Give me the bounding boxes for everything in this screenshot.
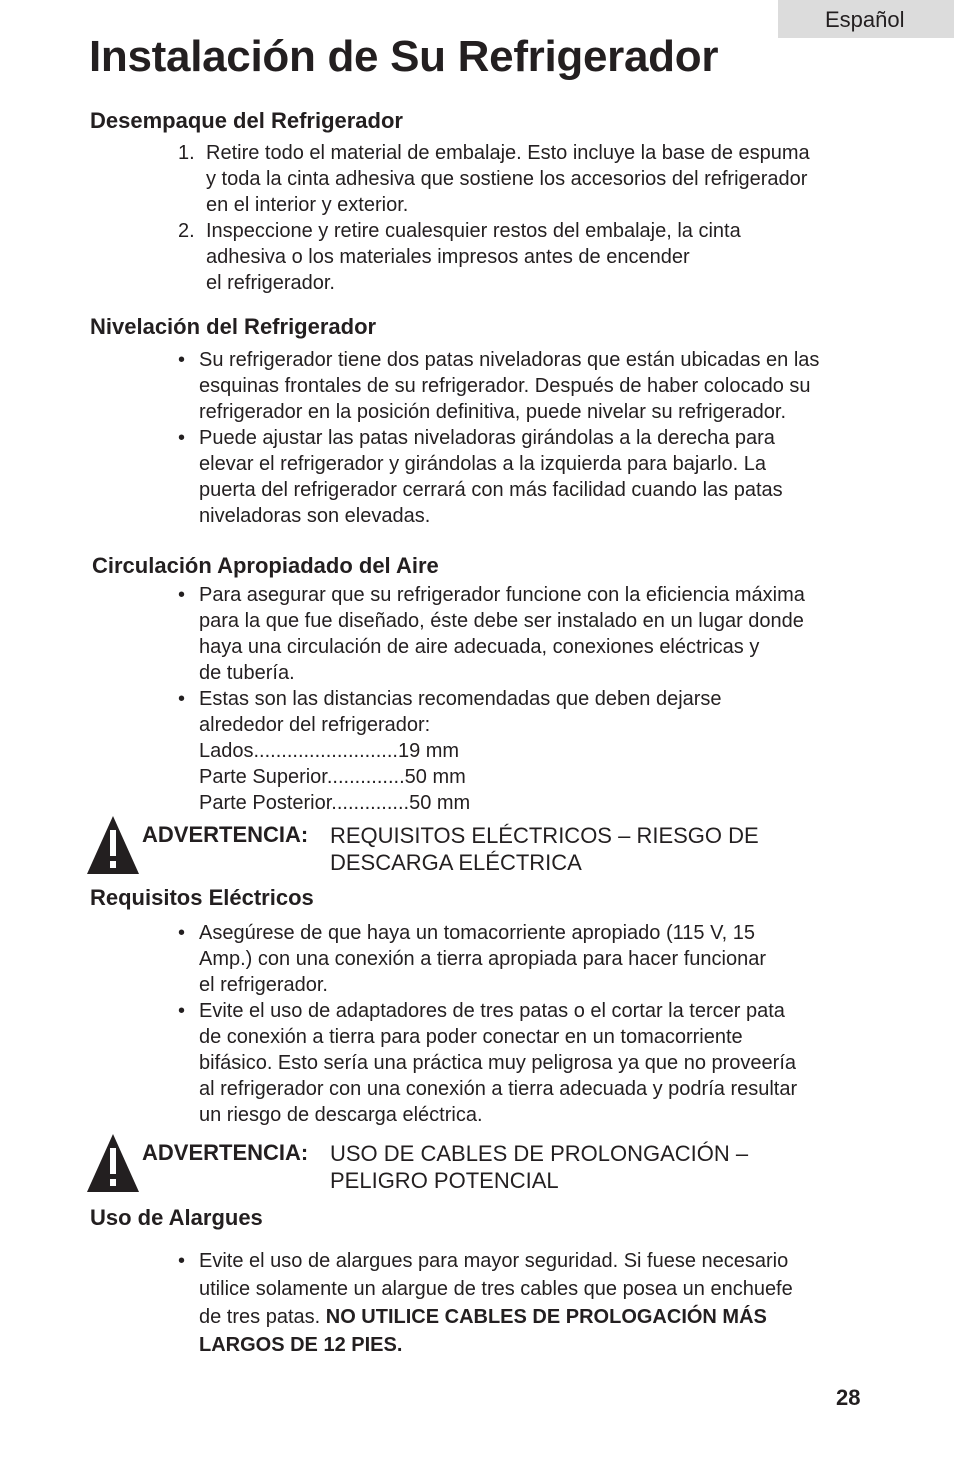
text-line <box>199 1303 878 1331</box>
language-label: Español <box>825 7 905 32</box>
text-line: Retire todo el material de embalaje. Esto incluye la base de espuma <box>206 142 810 164</box>
text-line: al refrigerador con una conexión a tierra adecuada y podría resultar <box>199 1078 798 1100</box>
list-item <box>178 686 878 816</box>
bullet-icon: • <box>178 427 186 449</box>
heading-leveling: Nivelación del Refrigerador <box>90 314 377 339</box>
text-line: refrigerador en la posición definitiva, puede nivelar su refrigerador. <box>199 401 787 423</box>
heading-extension: Uso de Alargues <box>90 1205 263 1230</box>
list-item <box>178 1247 878 1359</box>
text-line: alrededor del refrigerador: <box>199 714 431 736</box>
list-item <box>178 140 878 218</box>
text-line: bifásico. Esto sería una práctica muy peligrosa ya que no proveería <box>199 1052 796 1074</box>
text-line: Puede ajustar las patas niveladoras girándolas a la derecha para <box>199 427 775 449</box>
text-line: Estas son las distancias recomendadas que deben dejarse <box>199 688 722 710</box>
bullet-icon: • <box>178 922 186 944</box>
unpack-list <box>178 140 878 296</box>
text-line: niveladoras son elevadas. <box>199 505 431 527</box>
distance-sides: Lados..........................19 mm <box>199 740 460 762</box>
warning-icon <box>87 1134 139 1192</box>
extension-list <box>178 1247 878 1359</box>
text-line: y toda la cinta adhesiva que sostiene los accesorios del refrigerador <box>206 168 808 190</box>
warning-label: ADVERTENCIA: <box>142 1140 309 1165</box>
text-line: DESCARGA ELÉCTRICA <box>330 850 582 875</box>
list-item <box>178 920 878 998</box>
warning-text <box>330 822 759 876</box>
text-line: puerta del refrigerador cerrará con más facilidad cuando las patas <box>199 479 783 501</box>
heading-air: Circulación Apropiadado del Aire <box>92 553 439 578</box>
warning-text <box>330 1140 748 1194</box>
bullet-icon: • <box>178 349 186 371</box>
bullet-icon: • <box>178 1250 186 1272</box>
warning-icon <box>87 816 139 874</box>
distance-back: Parte Posterior..............50 mm <box>199 792 471 814</box>
leveling-list <box>178 347 878 529</box>
text-line: esquinas frontales de su refrigerador. Después de haber colocado su <box>199 375 811 397</box>
list-number: 1. <box>178 142 195 164</box>
distance-top: Parte Superior..............50 mm <box>199 766 466 788</box>
text-line: elevar el refrigerador y girándolas a la izquierda para bajarlo. La <box>199 453 766 475</box>
list-number: 2. <box>178 220 195 242</box>
text-line: PELIGRO POTENCIAL <box>330 1168 559 1193</box>
page-number: 28 <box>836 1385 861 1410</box>
air-list <box>178 582 878 816</box>
text-line: Su refrigerador tiene dos patas niveladoras que están ubicadas en las <box>199 349 820 371</box>
warning-label: ADVERTENCIA: <box>142 822 309 847</box>
text-line: Amp.) con una conexión a tierra apropiada para hacer funcionar <box>199 948 767 970</box>
bullet-icon: • <box>178 688 186 710</box>
text-line: USO DE CABLES DE PROLONGACIÓN – <box>330 1141 749 1166</box>
list-item <box>178 218 878 296</box>
text-line: Asegúrese de que haya un tomacorriente apropiado (115 V, 15 <box>199 922 755 944</box>
bold-warning-text: LARGOS DE 12 PIES. <box>199 1334 403 1356</box>
text-line: el refrigerador. <box>206 272 335 294</box>
list-item <box>178 582 878 686</box>
text-line: en el interior y exterior. <box>206 194 409 216</box>
text-line: haya una circulación de aire adecuada, conexiones eléctricas y <box>199 636 760 658</box>
text-line: un riesgo de descarga eléctrica. <box>199 1104 483 1126</box>
list-item <box>178 347 878 425</box>
text-line: Evite el uso de alargues para mayor seguridad. Si fuese necesario <box>199 1250 789 1272</box>
text-line: de conexión a tierra para poder conectar en un tomacorriente <box>199 1026 743 1048</box>
page-title: Instalación de Su Refrigerador <box>89 32 719 81</box>
bold-warning-text: NO UTILICE CABLES DE PROLOGACIÓN MÁS <box>325 1306 767 1328</box>
bullet-icon: • <box>178 1000 186 1022</box>
list-item <box>178 998 878 1128</box>
text-line: el refrigerador. <box>199 974 328 996</box>
plain-text: de tres patas. <box>199 1306 326 1328</box>
text-line: utilice solamente un alargue de tres cables que posea un enchuefe <box>199 1278 793 1300</box>
text-line: de tubería. <box>199 662 295 684</box>
bullet-icon: • <box>178 584 186 606</box>
electrical-list <box>178 920 878 1128</box>
text-line: Inspeccione y retire cualesquier restos del embalaje, la cinta <box>206 220 741 242</box>
text-line: REQUISITOS ELÉCTRICOS – RIESGO DE <box>330 823 759 848</box>
text-line: Para asegurar que su refrigerador funcione con la eficiencia máxima <box>199 584 805 606</box>
text-line: adhesiva o los materiales impresos antes de encender <box>206 246 690 268</box>
list-item <box>178 425 878 529</box>
text-line: para la que fue diseñado, éste debe ser instalado en un lugar donde <box>199 610 804 632</box>
language-tab <box>778 0 954 38</box>
heading-unpack: Desempaque del Refrigerador <box>90 108 403 133</box>
text-line <box>199 1331 878 1359</box>
heading-electrical: Requisitos Eléctricos <box>90 885 314 910</box>
text-line: Evite el uso de adaptadores de tres patas o el cortar la tercer pata <box>199 1000 785 1022</box>
